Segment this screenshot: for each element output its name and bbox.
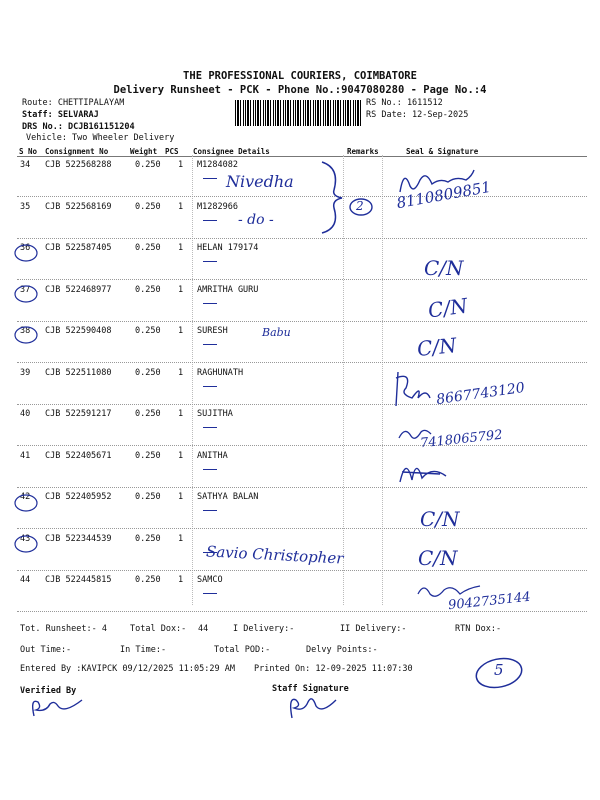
total-dox-value: 44 (198, 624, 209, 634)
col-consignee: Consignee Details (193, 147, 270, 156)
hw-dash-mark (203, 220, 217, 221)
row-consignee: SURESH (197, 326, 228, 336)
row-separator (17, 445, 587, 446)
row-weight: 0.250 (135, 160, 161, 170)
hw-ditto: - do - (238, 212, 274, 228)
row-separator (17, 487, 587, 488)
row-consignee: M1282966 (197, 202, 238, 212)
row-pcs: 1 (178, 202, 184, 212)
hw-verified-signature (24, 694, 86, 720)
row-consignment-no: CJB 522511080 (45, 368, 112, 378)
total-dox-label: Total Dox:- (130, 624, 187, 634)
row-consignment-no: CJB 522344539 (45, 534, 112, 544)
hw-staff-signature (284, 692, 340, 722)
row-sno: 40 (20, 409, 31, 419)
row-consignee: HELAN 179174 (197, 243, 259, 253)
row-pcs: 1 (178, 243, 184, 253)
row-weight: 0.250 (135, 492, 161, 502)
hw-phone-2: 8667743120 (435, 379, 526, 409)
row-consignee: SATHYA BALAN (197, 492, 259, 502)
row-separator (17, 321, 587, 322)
row-consignment-no: CJB 522590408 (45, 326, 112, 336)
row-pcs: 1 (178, 451, 184, 461)
hw-brace (318, 160, 348, 235)
row-weight: 0.250 (135, 575, 161, 585)
row-sno: 41 (20, 451, 31, 461)
hw-dash-mark (203, 261, 217, 262)
col-sno: S No (19, 147, 38, 156)
row-consignee: M1284082 (197, 160, 238, 170)
row-consignment-no: CJB 522587405 (45, 243, 112, 253)
row-weight: 0.250 (135, 326, 161, 336)
hw-cin-36: C/N (424, 256, 464, 280)
col-separator (192, 155, 193, 605)
row-consignee: ANITHA (197, 451, 228, 461)
hw-babu: Babu (262, 326, 291, 339)
row-consignee: RAGHUNATH (197, 368, 244, 378)
company-name: THE PROFESSIONAL COURIERS, COIMBATORE (183, 70, 417, 82)
runsheet-subtitle: Delivery Runsheet - PCK - Phone No.:9047080280 - Page No.:4 (113, 84, 487, 96)
row-consignee: SAMCO (197, 575, 223, 585)
row-sno: 38 (20, 326, 31, 336)
hw-circle-digit: 5 (494, 661, 504, 679)
hw-dash-mark (203, 427, 217, 428)
hw-dash-mark (203, 344, 217, 345)
total-pod: Total POD:- (214, 645, 271, 655)
row-sno: 37 (20, 285, 31, 295)
row-sno: 39 (20, 368, 31, 378)
staff-signature-label: Staff Signature (272, 684, 349, 694)
barcode (235, 100, 363, 126)
col-consignment: Consignment No (45, 147, 109, 156)
delvy-points: Delvy Points:- (306, 645, 378, 655)
row-weight: 0.250 (135, 285, 161, 295)
row-separator (17, 238, 587, 239)
rtn-dox: RTN Dox:- (455, 624, 502, 634)
row-separator (17, 362, 587, 363)
row-separator (17, 570, 587, 571)
rs-date: RS Date: 12-Sep-2025 (366, 110, 469, 120)
hw-phone-3: 7418065792 (419, 427, 504, 452)
hw-nivedha: Nivedha (226, 172, 294, 191)
hw-dash-mark (203, 303, 217, 304)
hw-consignee-savio: Savio Christopher (205, 542, 344, 568)
hw-dash-mark (203, 469, 217, 470)
row-consignment-no: CJB 522468977 (45, 285, 112, 295)
hw-cin-38: C/N (415, 332, 458, 362)
row-sno: 35 (20, 202, 31, 212)
hw-signature-41 (392, 452, 452, 486)
row-separator (17, 611, 587, 612)
row-consignee: AMRITHA GURU (197, 285, 259, 295)
row-consignment-no: CJB 522568169 (45, 202, 112, 212)
header-rule (17, 156, 587, 157)
hw-remark-mark: 2 (356, 199, 364, 213)
hw-dash-mark (203, 178, 217, 179)
row-sno: 34 (20, 160, 31, 170)
hw-dash-mark (203, 510, 217, 511)
staff-label: Staff: SELVARAJ (22, 110, 99, 120)
hw-dash-mark (203, 593, 217, 594)
entered-by: Entered By :KAVIPCK 09/12/2025 11:05:29 AM (20, 664, 235, 674)
row-sno: 42 (20, 492, 31, 502)
circle-mark-38 (14, 326, 38, 344)
ii-delivery: II Delivery:- (340, 624, 407, 634)
row-pcs: 1 (178, 368, 184, 378)
row-pcs: 1 (178, 409, 184, 419)
col-seal-signature: Seal & Signature (406, 147, 479, 156)
row-consignment-no: CJB 522405671 (45, 451, 112, 461)
row-weight: 0.250 (135, 451, 161, 461)
col-separator (382, 155, 383, 605)
col-weight: Weight (130, 147, 158, 156)
in-time: In Time:- (120, 645, 167, 655)
tot-runsheet: Tot. Runsheet:- 4 (20, 624, 107, 634)
row-pcs: 1 (178, 285, 184, 295)
verified-by: Verified By (20, 686, 77, 696)
row-pcs: 1 (178, 534, 184, 544)
row-consignment-no: CJB 522445815 (45, 575, 112, 585)
route-label: Route: CHETTIPALAYAM (22, 98, 125, 108)
row-separator (17, 279, 587, 280)
row-consignee: SUJITHA (197, 409, 233, 419)
row-separator (17, 196, 587, 197)
row-sno: 44 (20, 575, 31, 585)
row-weight: 0.250 (135, 368, 161, 378)
col-remarks: Remarks (347, 147, 379, 156)
circle-mark-43 (14, 535, 38, 553)
rs-number: RS No.: 1611512 (366, 98, 443, 108)
hw-phone-4: 9042735144 (447, 589, 532, 614)
hw-cin-37: C/N (426, 293, 470, 323)
i-delivery: I Delivery:- (233, 624, 295, 634)
row-consignment-no: CJB 522568288 (45, 160, 112, 170)
out-time: Out Time:- (20, 645, 72, 655)
row-sno: 43 (20, 534, 31, 544)
row-separator (17, 404, 587, 405)
row-consignment-no: CJB 522591217 (45, 409, 112, 419)
circle-mark-36 (14, 244, 38, 262)
vehicle-label: Vehicle: Two Wheeler Delivery (26, 133, 175, 143)
circle-mark-42 (14, 494, 38, 512)
row-sno: 36 (20, 243, 31, 253)
row-weight: 0.250 (135, 202, 161, 212)
hw-dash-mark (203, 386, 217, 387)
row-pcs: 1 (178, 326, 184, 336)
row-pcs: 1 (178, 160, 184, 170)
circle-mark-37 (14, 285, 38, 303)
row-pcs: 1 (178, 492, 184, 502)
row-separator (17, 528, 587, 529)
hw-cin-42: C/N (420, 507, 460, 531)
row-weight: 0.250 (135, 534, 161, 544)
row-weight: 0.250 (135, 243, 161, 253)
hw-phone-1: 8110809851 (395, 177, 493, 213)
hw-signature-39 (388, 368, 436, 408)
col-pcs: PCS (165, 147, 179, 156)
row-consignment-no: CJB 522405952 (45, 492, 112, 502)
hw-cin-43: C/N (418, 546, 458, 570)
printed-on: Printed On: 12-09-2025 11:07:30 (254, 664, 413, 674)
row-weight: 0.250 (135, 409, 161, 419)
drs-number: DRS No.: DCJB161151204 (22, 122, 135, 132)
row-pcs: 1 (178, 575, 184, 585)
